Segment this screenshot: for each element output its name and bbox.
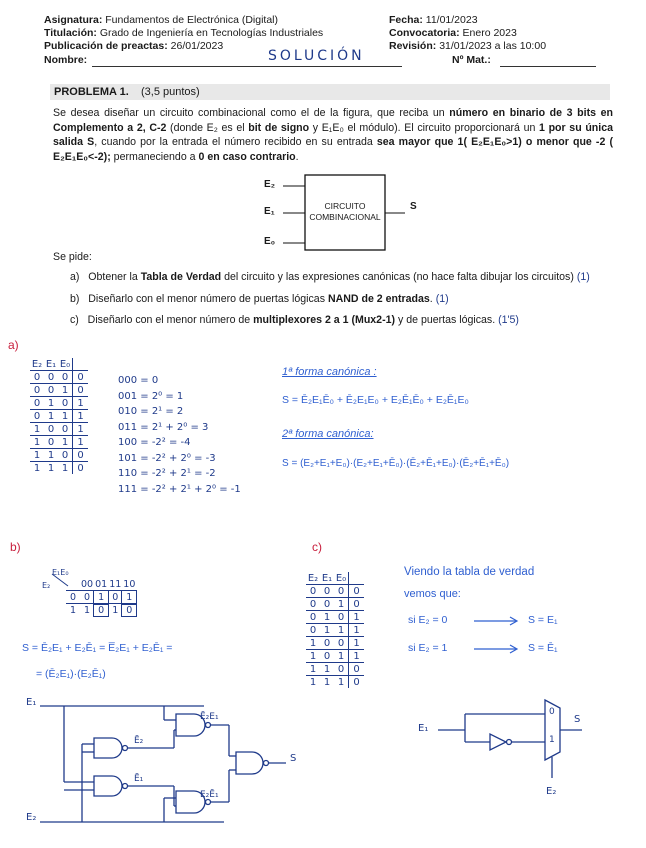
convocatoria-label: Convocatoria:: [389, 27, 460, 39]
statement-bold: 1 por su única salida S: [53, 121, 613, 148]
cell: 0: [306, 611, 320, 624]
kmap-col: 11: [109, 578, 122, 590]
cell: 1: [58, 384, 73, 397]
equivalent-line: 101 = -2² + 2⁰ = -3: [118, 452, 216, 464]
asignatura-value: Fundamentos de Electrónica (Digital): [105, 14, 279, 26]
header-e2: E₂: [307, 572, 319, 584]
output-label-s: S: [410, 201, 417, 212]
table-row: [30, 462, 88, 475]
task-c: [70, 313, 640, 328]
cell-output: 1: [349, 650, 365, 663]
cell: 1: [320, 611, 334, 624]
cell-output: 1: [349, 611, 365, 624]
kmap-cell: 1: [94, 591, 108, 604]
task-bold: Tabla de Verdad: [140, 271, 222, 283]
header-e0: E₀: [59, 358, 71, 370]
cell: 0: [320, 585, 334, 598]
second-form-expression: S = (E₂+E₁+E₀)·(E₂+E₁+Ē₀)·(Ē₂+Ē₁+E₀)·(Ē₂+Ē₁+Ē₀): [282, 458, 510, 469]
cell: 0: [30, 384, 44, 397]
truth-table-a: [30, 358, 88, 474]
circuit-label-s: S: [290, 753, 297, 764]
kmap-cell: 0: [94, 604, 108, 617]
nombre-label: Nombre:: [44, 54, 88, 66]
c-rule2-arrow: [472, 642, 520, 656]
statement-part: Se desea diseñar un circuito combinacional como el de la figura, que reciba un: [53, 107, 450, 119]
header-e0: E₀: [335, 572, 347, 584]
cell: 0: [306, 624, 320, 637]
convocatoria-value: Enero 2023: [462, 27, 517, 39]
cell: 1: [58, 410, 73, 423]
table-row: [30, 436, 88, 449]
header-s: [73, 358, 89, 371]
task-score: (1): [576, 271, 590, 283]
asignatura-row: [44, 14, 278, 27]
cell: 0: [334, 585, 349, 598]
statement-part: .: [295, 150, 299, 163]
cell: 0: [44, 371, 58, 384]
cell: 1: [44, 397, 58, 410]
table-row: [306, 663, 364, 676]
equivalent-line: 010 = 2¹ = 2: [118, 406, 184, 417]
circuit-label-e1: E₁: [26, 697, 37, 708]
nand-circuit: [24, 694, 304, 834]
circuit-label-e2: E₂: [26, 812, 37, 823]
statement-part: (donde E₂ es el: [166, 121, 249, 134]
block-label-line2: COMBINACIONAL: [309, 212, 381, 222]
cell-output: 1: [73, 423, 89, 436]
cell-output: 0: [349, 598, 365, 611]
table-row: [30, 449, 88, 462]
cell: 1: [30, 462, 44, 475]
nmat-row: [452, 54, 491, 67]
kmap-row-label: 1: [66, 604, 80, 617]
task-bold: NAND de 2 entradas: [327, 293, 430, 305]
kmap-table: [66, 578, 136, 616]
cell: 0: [58, 371, 73, 384]
task-letter: a): [70, 271, 80, 283]
problem-statement: [53, 106, 613, 164]
cell-output: 1: [73, 410, 89, 423]
cell: 1: [58, 462, 73, 475]
c-note-line1: Viendo la tabla de verdad: [404, 566, 535, 578]
nand-bubble: [206, 800, 211, 805]
cell: 0: [30, 397, 44, 410]
task-score: (1): [435, 293, 449, 305]
circuit-label-g2: E₂Ē₁: [200, 790, 219, 800]
header-s: [349, 572, 365, 585]
input-label-e1: E₁: [264, 206, 275, 217]
truth-table-header: [306, 572, 364, 585]
task-bold: multiplexores 2 a 1 (Mux2-1): [253, 314, 396, 326]
cell-output: 0: [73, 371, 89, 384]
table-row: [306, 676, 364, 689]
kmap-header-row: [66, 578, 136, 591]
table-row: [30, 410, 88, 423]
cell: 1: [30, 449, 44, 462]
nand-gate-not-e1: [94, 776, 122, 796]
c-rule2-condition: si E₂ = 1: [408, 642, 448, 654]
table-row: [30, 384, 88, 397]
statement-bold: 0 en caso contrario: [198, 150, 296, 163]
c-rule2-result: S = Ē₁: [528, 642, 558, 654]
truth-table-header: [30, 358, 88, 371]
kmap-col: 00: [81, 578, 94, 590]
cell: 0: [320, 598, 334, 611]
solution-b-label: b): [10, 540, 21, 554]
kmap-col: 01: [95, 578, 108, 590]
cell: 0: [306, 585, 320, 598]
cell: 1: [58, 436, 73, 449]
first-form-title: 1ª forma canónica :: [282, 366, 377, 378]
table-row: [30, 423, 88, 436]
kmap-row: [66, 591, 136, 604]
nand-gate-not-e2: [94, 738, 122, 758]
cell-output: 1: [73, 436, 89, 449]
equivalent-line: 100 = -2² = -4: [118, 437, 191, 448]
cell: 0: [58, 397, 73, 410]
block-label-line1: CIRCUITO: [324, 201, 366, 211]
cell: 0: [30, 371, 44, 384]
circuit-label-not-e2: Ē₂: [134, 736, 144, 746]
equivalent-line: 110 = -2² + 2¹ = -2: [118, 468, 216, 479]
nombre-row: [44, 54, 87, 67]
cell-output: 0: [73, 384, 89, 397]
cell-output: 0: [349, 676, 365, 689]
task-letter: b): [70, 293, 80, 305]
problem-title: [54, 86, 200, 99]
table-row: [30, 397, 88, 410]
task-text: Obtener la: [88, 271, 141, 283]
cell-output: 0: [349, 663, 365, 676]
cell: 1: [320, 624, 334, 637]
solution-c-label: c): [312, 540, 322, 554]
problem-number: PROBLEMA 1.: [54, 86, 129, 98]
equivalent-line: 011 = 2¹ + 2⁰ = 3: [118, 421, 209, 433]
header-e1: E₁: [45, 358, 57, 370]
mux-label-zero: 0: [549, 707, 555, 717]
c-rule1-result: S = E₁: [528, 614, 558, 626]
cell-output: 0: [73, 462, 89, 475]
kmap-cell: 0: [122, 604, 136, 617]
kmap-col: 10: [123, 578, 136, 590]
task-text: y de puertas lógicas.: [395, 314, 496, 326]
statement-part: permaneciendo a: [110, 150, 199, 163]
task-text: del circuito y las expresiones canónicas (no hace falta dibujar los circuitos): [221, 271, 574, 283]
mux-label-input: E₁: [418, 723, 429, 734]
cell: 1: [334, 624, 349, 637]
task-text: Diseñarlo con el menor número de puertas lógicas: [88, 293, 328, 305]
cell: 0: [58, 423, 73, 436]
table-row: [306, 637, 364, 650]
input-label-e0: E₀: [264, 236, 276, 247]
cell: 1: [44, 449, 58, 462]
solution-a-label: a): [8, 338, 19, 352]
revision-value: 31/01/2023 a las 10:00: [439, 40, 547, 52]
kmap-row-label: 0: [66, 591, 80, 604]
cell: 0: [44, 384, 58, 397]
statement-bold: bit de signo: [248, 121, 310, 134]
kmap-cell: 1: [122, 591, 136, 604]
cell: 1: [44, 462, 58, 475]
task-text: .: [429, 293, 433, 305]
kmap-cell: 0: [108, 591, 122, 604]
c-note-line2: vemos que:: [404, 588, 461, 600]
nand-bubble: [206, 723, 211, 728]
cell-output: 1: [73, 397, 89, 410]
table-row: [306, 650, 364, 663]
task-a: [70, 270, 630, 285]
task-score: (1'5): [498, 314, 519, 326]
cell: 0: [334, 611, 349, 624]
decimal-equivalents: [118, 373, 241, 497]
nand-gate-3: [236, 752, 263, 774]
cell: 0: [320, 637, 334, 650]
task-text: Diseñarlo con el menor número de: [87, 314, 254, 326]
cell: 1: [30, 423, 44, 436]
c-rule1-arrow: [472, 614, 520, 628]
cell: 1: [30, 436, 44, 449]
cell: 0: [306, 598, 320, 611]
inverter-triangle: [490, 734, 506, 750]
cell: 1: [334, 598, 349, 611]
cell: 1: [44, 410, 58, 423]
kmap-row-var: E₂: [42, 581, 51, 590]
equivalent-line: 000 = 0: [118, 375, 159, 386]
circuit-label-g1: Ē₂E₁: [200, 712, 219, 722]
fecha-row: [389, 14, 478, 27]
mux-label-select: E₂: [546, 786, 557, 797]
task-letter: c): [70, 314, 79, 326]
titulacion-value: Grado de Ingeniería en Tecnologías Industriales: [99, 27, 324, 39]
revision-row: [389, 40, 546, 53]
cell-output: 0: [349, 585, 365, 598]
cell: 0: [334, 637, 349, 650]
first-form-expression: S = Ē₂E₁Ē₀ + Ē₂E₁E₀ + E₂Ē₁Ē₀ + E₂Ē₁E₀: [282, 394, 469, 406]
table-row: [306, 598, 364, 611]
kmap-cell: 1: [80, 604, 94, 617]
nombre-handwritten: SOLUCIÓN: [268, 48, 365, 64]
mux-label-output: S: [574, 714, 581, 725]
statement-bold: sea mayor que 1( E₂E₁E₀>1) o menor que -2 ( E₂E₁E₀<-2);: [53, 136, 613, 163]
nand-bubble: [264, 761, 269, 766]
cell: 1: [334, 676, 349, 689]
cell: 0: [320, 650, 334, 663]
cell: 1: [306, 637, 320, 650]
mux-label-one: 1: [549, 735, 555, 745]
kmap-cell: 1: [108, 604, 122, 617]
nand-bubble: [123, 784, 128, 789]
fecha-label: Fecha:: [389, 14, 423, 26]
nmat-label: Nº Mat.:: [452, 54, 491, 66]
truth-table-c: [306, 572, 364, 688]
nand-expression-1: S = Ē₂E₁ + E₂Ē₁ = E̅₂E₁ + E₂Ē₁ =: [22, 642, 173, 654]
se-pide-label: Se pide:: [53, 251, 92, 263]
nand-expression-2: = (Ē₂E₁)·(E₂Ē₁): [36, 668, 106, 680]
c-rule1-condition: si E₂ = 0: [408, 614, 448, 626]
statement-part: , cuando por la entrada el número recibido en su entrada: [94, 136, 377, 148]
statement-bold: número en binario de 3 bits en Complemento a 2, C-2: [53, 107, 613, 134]
cell: 1: [306, 676, 320, 689]
cell: 0: [30, 410, 44, 423]
fecha-value: 11/01/2023: [425, 14, 478, 26]
nand-bubble: [123, 746, 128, 751]
cell: 1: [306, 650, 320, 663]
nmat-underline: [500, 66, 596, 67]
kmap-row: [66, 604, 136, 617]
cell: 0: [44, 436, 58, 449]
table-row: [306, 624, 364, 637]
kmap-cell: 0: [80, 591, 94, 604]
statement-part: y E₁E₀ el módulo). El circuito proporcionará un: [309, 121, 540, 134]
circuit-label-not-e1: Ē₁: [134, 774, 144, 784]
cell-output: 1: [349, 637, 365, 650]
convocatoria-row: [389, 27, 517, 40]
kmap-corner-label: E₁E₀: [52, 568, 69, 577]
titulacion-row: [44, 27, 323, 40]
cell: 0: [334, 663, 349, 676]
nombre-underline: [92, 66, 402, 67]
equivalent-line: 111 = -2² + 2¹ + 2⁰ = -1: [118, 483, 241, 495]
cell: 0: [44, 423, 58, 436]
cell-output: 0: [73, 449, 89, 462]
kmap-empty: [66, 578, 80, 591]
table-row: [306, 585, 364, 598]
equivalent-line: 001 = 2⁰ = 1: [118, 390, 184, 402]
task-b: [70, 292, 630, 307]
cell: 1: [334, 650, 349, 663]
block-label: [305, 201, 385, 223]
header-e2: E₂: [31, 358, 43, 370]
publicacion-row: [44, 40, 223, 53]
cell: 0: [58, 449, 73, 462]
asignatura-label: Asignatura:: [44, 14, 103, 26]
publicacion-value: 26/01/2023: [170, 40, 224, 52]
table-row: [30, 371, 88, 384]
publicacion-label: Publicación de preactas:: [44, 40, 168, 52]
cell-output: 1: [349, 624, 365, 637]
second-form-title: 2ª forma canónica:: [282, 428, 374, 440]
header-e1: E₁: [321, 572, 333, 584]
table-row: [306, 611, 364, 624]
revision-label: Revisión:: [389, 40, 437, 52]
problem-points: (3,5 puntos): [141, 86, 200, 98]
titulacion-label: Titulación:: [44, 27, 97, 39]
cell: 1: [320, 663, 334, 676]
cell: 1: [306, 663, 320, 676]
cell: 1: [320, 676, 334, 689]
input-label-e2: E₂: [264, 179, 276, 190]
mux-circuit: [410, 690, 610, 790]
